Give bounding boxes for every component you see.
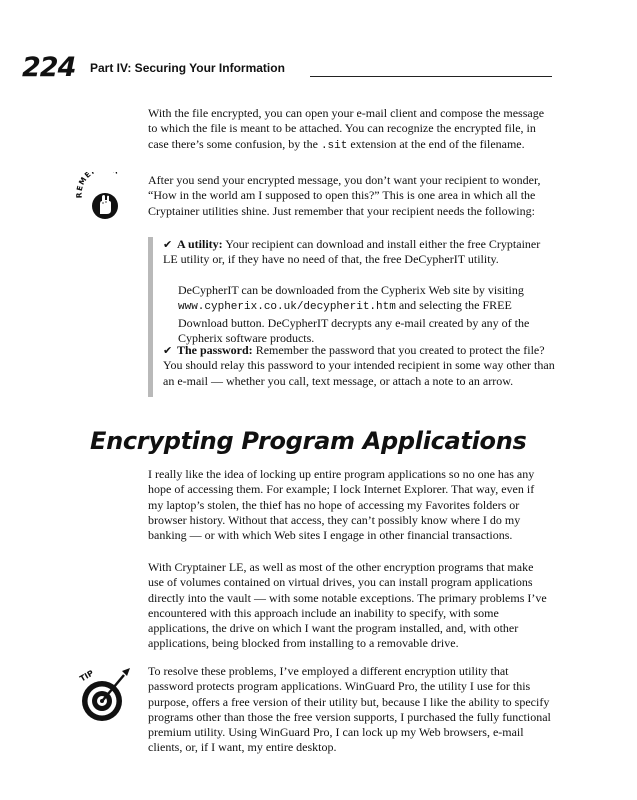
svg-text:REMEMBER xyxy=(76,172,121,198)
paragraph-recipient-needs: After you send your encrypted message, you don’t want your recipient to wonder, “How in the world am I supposed to open this?” This is one area in which all the Cryptainer utilities shine. Just remember that your recipient needs the following: xyxy=(148,173,541,218)
bullet-list xyxy=(148,237,557,397)
tip-icon xyxy=(78,663,134,725)
remember-icon xyxy=(76,172,136,222)
page-number: 224 xyxy=(22,52,76,83)
list-item-detail xyxy=(178,283,558,346)
check-bullet-icon: ✔ xyxy=(163,238,173,251)
bullet-text: Your recipient can download and install either the free Cryptainer LE utility or, if they have no need of that, the free DeCypherIT utility. xyxy=(163,237,541,267)
bullet-term: A utility: xyxy=(177,237,223,251)
decypherit-url: www.cypherix.co.uk/decypherit.htm xyxy=(178,301,396,314)
paragraph-cryptainer-le: With Cryptainer LE, as well as most of the other encryption programs that make use of volumes contained on virtual drives, you can install program applications directly into the vault — with some notable exceptions. The primary problems I’ve encountered with this approach include an inability to specify, with some applications, the drive on which I want the program installed, and, with other applications, being blocked from installing to a removable drive. xyxy=(148,560,547,651)
bullet-text: Remember the password that you created to protect the file? You should relay this password to your intended recipient in some way other than an e-mail — whether you call, text message, or attach a note to an arrow. xyxy=(163,343,555,388)
list-item xyxy=(163,237,557,268)
page-header xyxy=(22,52,552,83)
paragraph-locking-apps: I really like the idea of locking up entire program applications so no one has any hope of accessing them. For example; I lock Internet Explorer. That way, even if my laptop’s stolen, the thief has no hope of accessing my Favorites folders or browser history. Without that access, they can’t possibly know where I do my banking — or with which Web sites I engage in other financial transactions. xyxy=(148,467,535,543)
bullet-text: and selecting the FREE Download button. DeCypherIT decrypts any e-mail created by any of the Cypherix software products. xyxy=(178,298,530,345)
section-heading: Encrypting Program Applications xyxy=(90,427,527,455)
paragraph-text: With the file encrypted, you can open your e-mail client and compose the message to which the file is meant to be attached. You can recognize the encrypted file, in case there’s some confusion, by the xyxy=(148,106,545,151)
paragraph-winguard: To resolve these problems, I’ve employed a different encryption utility that password protects program applications. WinGuard Pro, the utility I use for this purpose, offers a free version of their utility but, because I like the ability to specify programs other than those the free version supports, I purchased the fully functional premium utility. Using WinGuard Pro, I can lock up my Web browsers, e-mail clients, or, if I want, my entire desktop. xyxy=(148,664,551,755)
header-rule xyxy=(310,76,552,77)
bullet-term: The password: xyxy=(177,343,253,357)
tip-label: TIP xyxy=(78,668,96,684)
check-bullet-icon: ✔ xyxy=(163,344,173,357)
file-extension-code: .sit xyxy=(320,139,348,152)
paragraph-encrypted-file xyxy=(148,106,552,154)
paragraph-text: extension at the end of the filename. xyxy=(347,136,525,151)
list-item xyxy=(163,343,557,389)
bullet-text: DeCypherIT can be downloaded from the Cypherix Web site by visiting xyxy=(178,283,524,297)
part-title: Part IV: Securing Your Information xyxy=(90,61,285,75)
remember-label: ME xyxy=(76,172,94,187)
